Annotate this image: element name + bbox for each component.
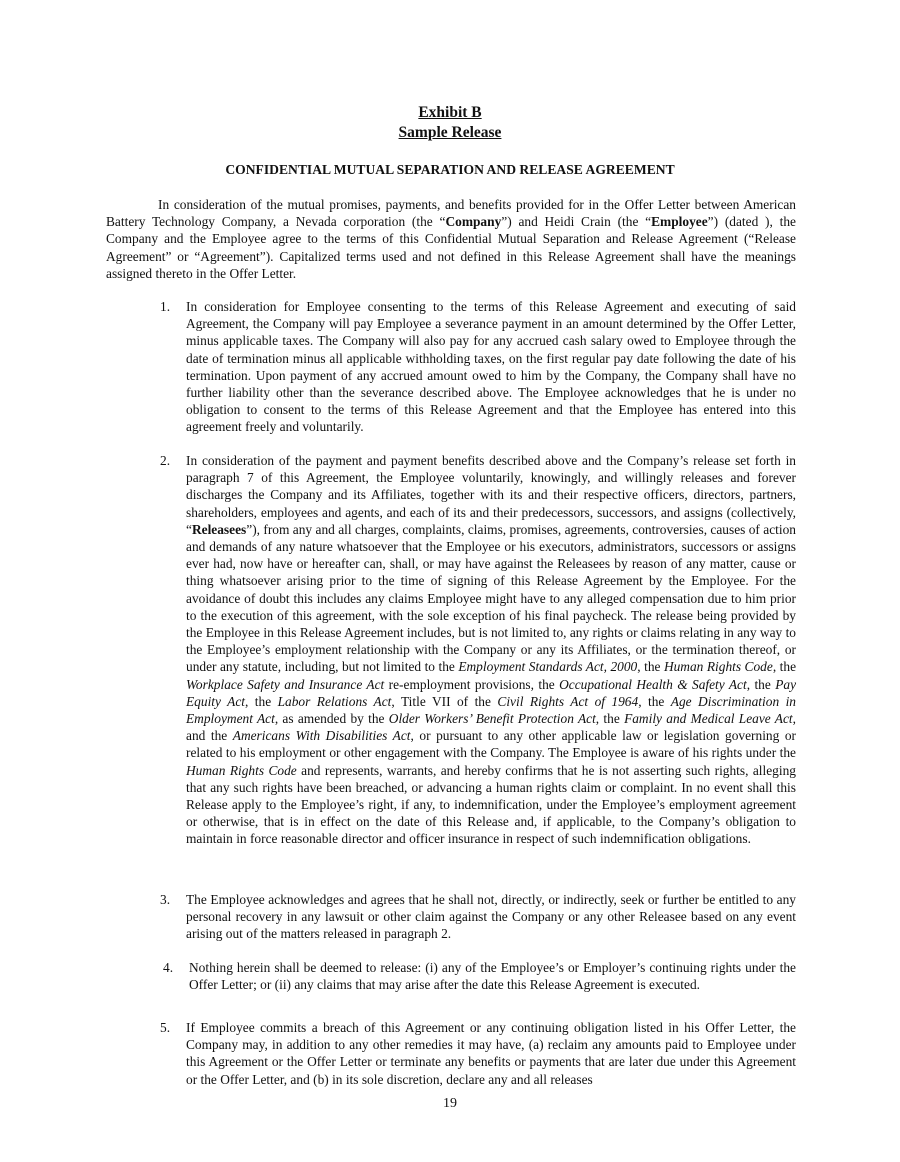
- statute-name: Age Discrimination in Employment Act: [186, 693, 796, 727]
- clause-1: [106, 298, 796, 436]
- statute-name: Human Rights Code: [663, 659, 773, 675]
- statute-name: Civil Rights Act of 1964: [497, 693, 639, 709]
- clause-text: In consideration for Employee consenting to the terms of this Release Agreement and executing of said Agreement, the Company will pay Employee a severance payment in an amount determined by the Offer Letter, minus applicable taxes. The Company will also pay for any accrued cash salary owed to Employee through the date of termination minus all applicable withholding taxes, on the first regular pay date following the date of his termination. Upon payment of any accrued amount owed to him by the Company, the Company shall have no further liability other than the severance described above. The Employee acknowledges that he is under no obligation to consent to the terms of this Release Agreement and that the Employee has entered into this agreement freely and voluntarily.: [186, 299, 796, 435]
- statute-name: Family and Medical Leave Act: [624, 711, 793, 727]
- clause-4: [106, 959, 796, 993]
- statute-name: Americans With Disabilities Act: [232, 728, 411, 744]
- agreement-title: CONFIDENTIAL MUTUAL SEPARATION AND RELEASE AGREEMENT: [225, 162, 675, 177]
- statute-name: Labor Relations Act: [277, 693, 392, 709]
- sample-release-heading: Sample Release: [398, 124, 502, 141]
- clause-number: 1.: [160, 299, 171, 314]
- statute-name: Employment Standards Act, 2000: [458, 659, 638, 675]
- clause-text: Nothing herein shall be deemed to release: (i) any of the Employee’s or Employer’s continuing rights under the Offer Letter; or (ii) any claims that may arise after the date this Release Agreement is executed.: [189, 960, 796, 993]
- clause-2: [106, 452, 796, 848]
- intro-text: ”) and Heidi Crain (the “: [501, 214, 652, 230]
- company-defined-term: Company: [445, 214, 502, 230]
- clause-text: If Employee commits a breach of this Agreement or any continuing obligation listed in his Offer Letter, the Company may, in addition to any other remedies it may have, (a) reclaim any amounts paid to Employee under this Agreement or the Offer Letter or terminate any benefits or payments that are later due under this Agreement or the Offer Letter, and (b) in its sole discretion, declare any and all releases: [186, 1020, 796, 1087]
- intro-text: ”) (dated ), the Company and the Employee agree to the terms of this Confidential Mutual Separation and Release Agreement (“Release Agreement” or “Agreement”). Capitalized terms used and not defined in this Release Agreement shall have the meanings assigned thereto in the Offer Letter.: [106, 214, 796, 281]
- clause-number: 2.: [160, 453, 171, 468]
- intro-paragraph: [106, 196, 796, 282]
- exhibit-heading: Exhibit B: [418, 104, 482, 121]
- employee-defined-term: Employee: [651, 214, 708, 230]
- statute-name: Pay Equity Act: [186, 676, 797, 709]
- clause-number: 4.: [163, 960, 174, 975]
- statute-name: Workplace Safety and Insurance Act: [186, 676, 385, 692]
- clause-text: The Employee acknowledges and agrees that he shall not, directly, or indirectly, seek or further be entitled to any personal recovery in any lawsuit or other claim against the Company or any other Releasee based on any event arising out of the matters released in paragraph 2.: [186, 892, 796, 942]
- clause-5: [106, 1019, 796, 1088]
- clause-number: 3.: [160, 892, 171, 907]
- page-number: 19: [443, 1096, 457, 1111]
- intro-text: In consideration of the mutual promises, payments, and benefits provided for in the Offer Letter between American Battery Technology Company, a Nevada corporation (the “: [106, 197, 796, 230]
- statute-name: Occupational Health & Safety Act: [559, 676, 747, 692]
- clause-number: 5.: [160, 1020, 171, 1035]
- statute-name: Older Workers’ Benefit Protection Act: [388, 711, 596, 727]
- clause-text: In consideration of the payment and payment benefits described above and the Company’s release set forth in paragraph 7 of this Agreement, the Employee voluntarily, knowingly, and willingly releases and forever discharges the Company and its Affiliates, together with its and their respective officers, directors, partners, shareholders, employees and agents, and each of its and their predecessors, successors, and assigns (collectively, “Releasees”), from any and all charges, complaints, claims, promises, agreements, controversies, causes of action and demands of any nature whatsoever that the Employee or his executors, administrators, successors or assigns ever had, now have or hereafter can, shall, or may have against the Releasees by reason of any matter, cause or thing whatsoever arising prior to the time of signing of this Release Agreement by the Employee. For the avoidance of doubt this includes any claims Employee might have to any alleged compensation due to him prior to the execution of this agreement, with the sole exception of his final paycheck. The release being provided by the Employee in this Release Agreement includes, but is not limited to, any rights or claims relating in any way to the Employee’s employment relationship with the Company or any its Affiliates, or the termination thereof, or under any statute, including, but not limited to the Employment Standards Act, 2000, the Human Rights Code, the Workplace Safety and Insurance Act re-employment provisions, the Occupational Health & Safety Act, the Pay Equity Act, the Labor Relations Act, Title VII of the Civil Rights Act of 1964, the Age Discrimination in Employment Act, as amended by the Older Workers’ Benefit Protection Act, the Family and Medical Leave Act, and the Americans With Disabilities Act, or pursuant to any other applicable law or legislation governing or related to his employment or other engagement with the Company. The Employee is aware of his rights under the Human Rights Code and represents, warrants, and hereby confirms that he is not asserting such rights, alleging that any such rights have been breached, or advancing a human rights claim or complaint. In no event shall this Release apply to the Employee’s right, if any, to indemnification, under the Employee’s employment agreement or otherwise, that is in effect on the date of this Release and, if applicable, to the Company’s obligation to maintain in force reasonable director and officer insurance in respect of such indemnification obligations.: [186, 453, 797, 847]
- releasees-defined-term: Releasees: [191, 521, 247, 537]
- clause-3: [106, 891, 796, 943]
- statute-name: Human Rights Code: [186, 762, 297, 778]
